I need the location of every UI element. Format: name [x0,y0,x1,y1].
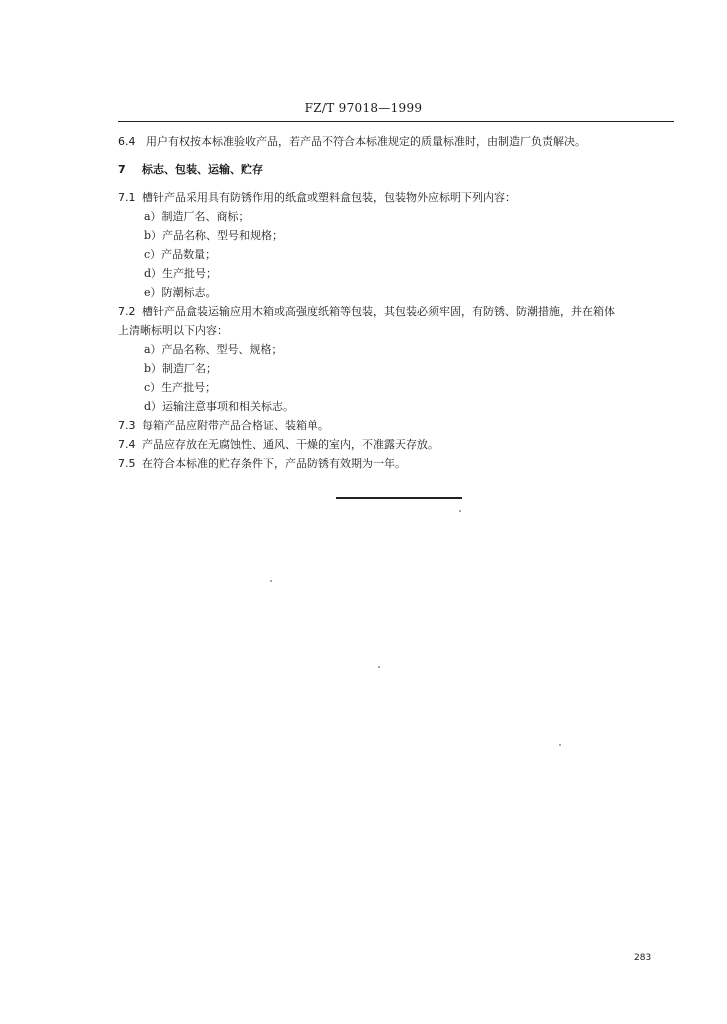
clause-7-5 [118,457,406,471]
section-7-heading [118,163,263,177]
section-title: 标志、包装、运输、贮存 [142,163,263,176]
clause-text: 用户有权按本标准验收产品，若产品不符合本标准规定的质量标准时，由制造厂负责解决。 [146,135,586,148]
page-number: 283 [634,953,652,963]
clause-7-4 [118,438,439,452]
clause-text-continued: 上清晰标明以下内容： [118,324,228,337]
clause-7-3 [118,419,329,433]
scan-speck [559,744,561,746]
clause-number: 7.1 [118,191,136,204]
clause-number: 7.2 [118,305,136,318]
scan-speck [459,510,461,512]
list-item: a）制造厂名、商标； [144,210,250,223]
clause-number: 7.4 [118,438,136,451]
clause-6-4 [118,135,586,149]
clause-7-1 [118,191,516,205]
list-item: d）运输注意事项和相关标志。 [144,400,295,413]
list-item: e）防潮标志。 [144,286,217,299]
clause-7-2 [118,305,615,319]
list-item: c）生产批号； [144,381,217,394]
header-rule [118,121,674,122]
clause-number: 7.5 [118,457,136,470]
standard-code-header: FZ/T 97018—1999 [304,101,423,115]
clause-text: 在符合本标准的贮存条件下，产品防锈有效期为一年。 [142,457,406,470]
end-of-text-rule [336,497,462,499]
list-item: a）产品名称、型号、规格； [144,343,283,356]
clause-text: 槽针产品盒装运输应用木箱或高强度纸箱等包装，其包装必须牢固，有防锈、防潮措施，并在箱体 [142,305,615,318]
clause-text: 槽针产品采用具有防锈作用的纸盒或塑料盒包装，包装物外应标明下列内容： [142,191,516,204]
list-item: d）生产批号； [144,267,218,280]
section-number: 7 [118,163,126,176]
clause-number: 7.3 [118,419,136,432]
clause-number: 6.4 [118,135,136,148]
scan-speck [378,666,380,668]
clause-text: 每箱产品应附带产品合格证、装箱单。 [142,419,329,432]
list-item: b）产品名称、型号和规格； [144,229,284,242]
list-item: b）制造厂名； [144,362,218,375]
list-item: c）产品数量； [144,248,217,261]
scan-speck [270,580,272,582]
clause-text: 产品应存放在无腐蚀性、通风、干燥的室内，不准露天存放。 [142,438,439,451]
